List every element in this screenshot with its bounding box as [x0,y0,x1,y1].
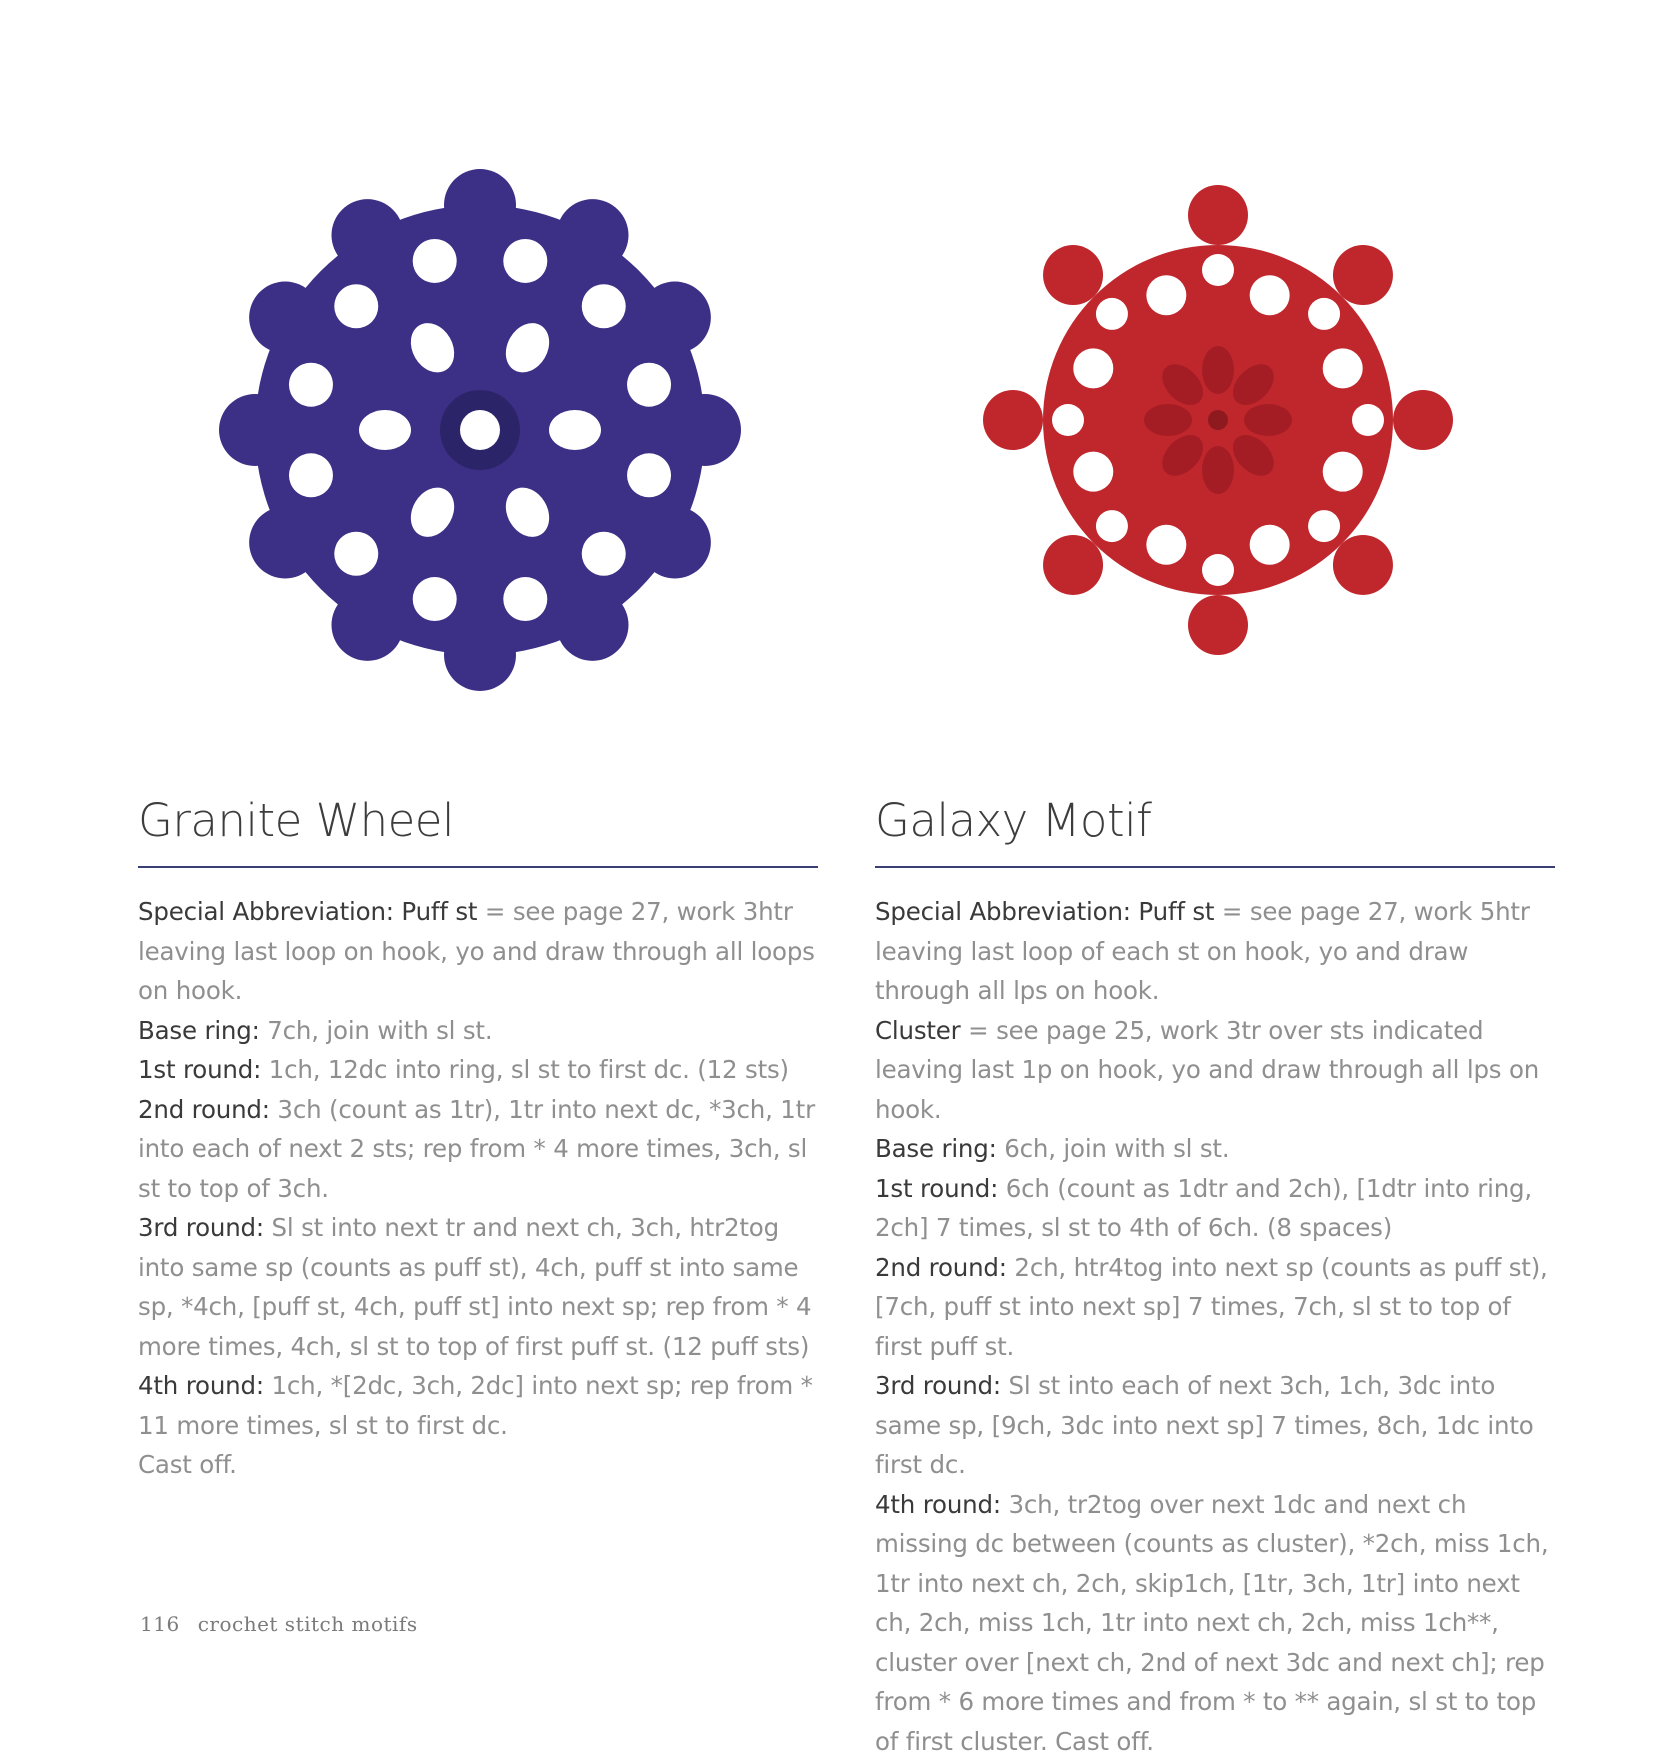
galaxy-motif-instructions [875,892,1555,1761]
granite-wheel-section [138,790,818,1485]
instruction-paragraph: Special Abbreviation: Puff st = see page 27, work 5htr leaving last loop of each st on hook, yo and draw through all lps on hook. [875,892,1555,1011]
galaxy-motif-title: Galaxy Motif [875,790,1555,852]
instruction-paragraph: 1st round: 6ch (count as 1dtr and 2ch), [1dtr into ring, 2ch] 7 times, sl st to 4th of 6ch. (8 spaces) [875,1169,1555,1248]
instruction-paragraph: 3rd round: Sl st into each of next 3ch, 1ch, 3dc into same sp, [9ch, 3dc into next sp] 7 times, 8ch, 1dc into first dc. [875,1366,1555,1485]
granite-wheel-photo [200,150,760,710]
instruction-paragraph: 3rd round: Sl st into next tr and next ch, 3ch, htr2tog into same sp (counts as puff st), 4ch, puff st into same sp, *4ch, [puff st, 4ch, puff st] into next sp; rep from * 4 more times, 4ch, sl st to top of first puff st. (12 puff sts) [138,1208,818,1366]
instruction-paragraph: 2nd round: 3ch (count as 1tr), 1tr into next dc, *3ch, 1tr into each of next 2 sts; rep from * 4 more times, 3ch, sl st to top of 3ch. [138,1090,818,1209]
title-rule [875,866,1555,868]
section-name: crochet stitch motifs [198,1612,418,1636]
granite-wheel-instructions [138,892,818,1485]
granite-wheel-title: Granite Wheel [138,790,818,852]
page-footer [140,1612,418,1636]
instruction-paragraph: Base ring: 6ch, join with sl st. [875,1129,1555,1169]
instruction-paragraph: Base ring: 7ch, join with sl st. [138,1011,818,1051]
instruction-paragraph: 1st round: 1ch, 12dc into ring, sl st to first dc. (12 sts) [138,1050,818,1090]
galaxy-motif-photo [938,150,1498,690]
instruction-paragraph: Cast off. [138,1445,818,1485]
instruction-paragraph: 4th round: 1ch, *[2dc, 3ch, 2dc] into next sp; rep from * 11 more times, sl st to first dc. [138,1366,818,1445]
instruction-paragraph: 4th round: 3ch, tr2tog over next 1dc and next ch missing dc between (counts as cluster), *2ch, miss 1ch, 1tr into next ch, 2ch, skip1ch, [1tr, 3ch, 1tr] into next ch, 2ch, miss 1ch, 1tr into next ch, 2ch, miss 1ch**, cluster over [next ch, 2nd of next 3dc and next ch]; rep from * 6 more times and from * to ** again, sl st to top of first cluster. Cast off. [875,1485,1555,1761]
instruction-paragraph: Special Abbreviation: Puff st = see page 27, work 3htr leaving last loop on hook, yo and draw through all loops on hook. [138,892,818,1011]
page-number: 116 [140,1612,180,1636]
title-rule [138,866,818,868]
galaxy-motif-section [875,790,1555,1761]
instruction-paragraph: Cluster = see page 25, work 3tr over sts indicated leaving last 1p on hook, yo and draw through all lps on hook. [875,1011,1555,1130]
instruction-paragraph: 2nd round: 2ch, htr4tog into next sp (counts as puff st), [7ch, puff st into next sp] 7 times, 7ch, sl st to top of first puff st. [875,1248,1555,1367]
